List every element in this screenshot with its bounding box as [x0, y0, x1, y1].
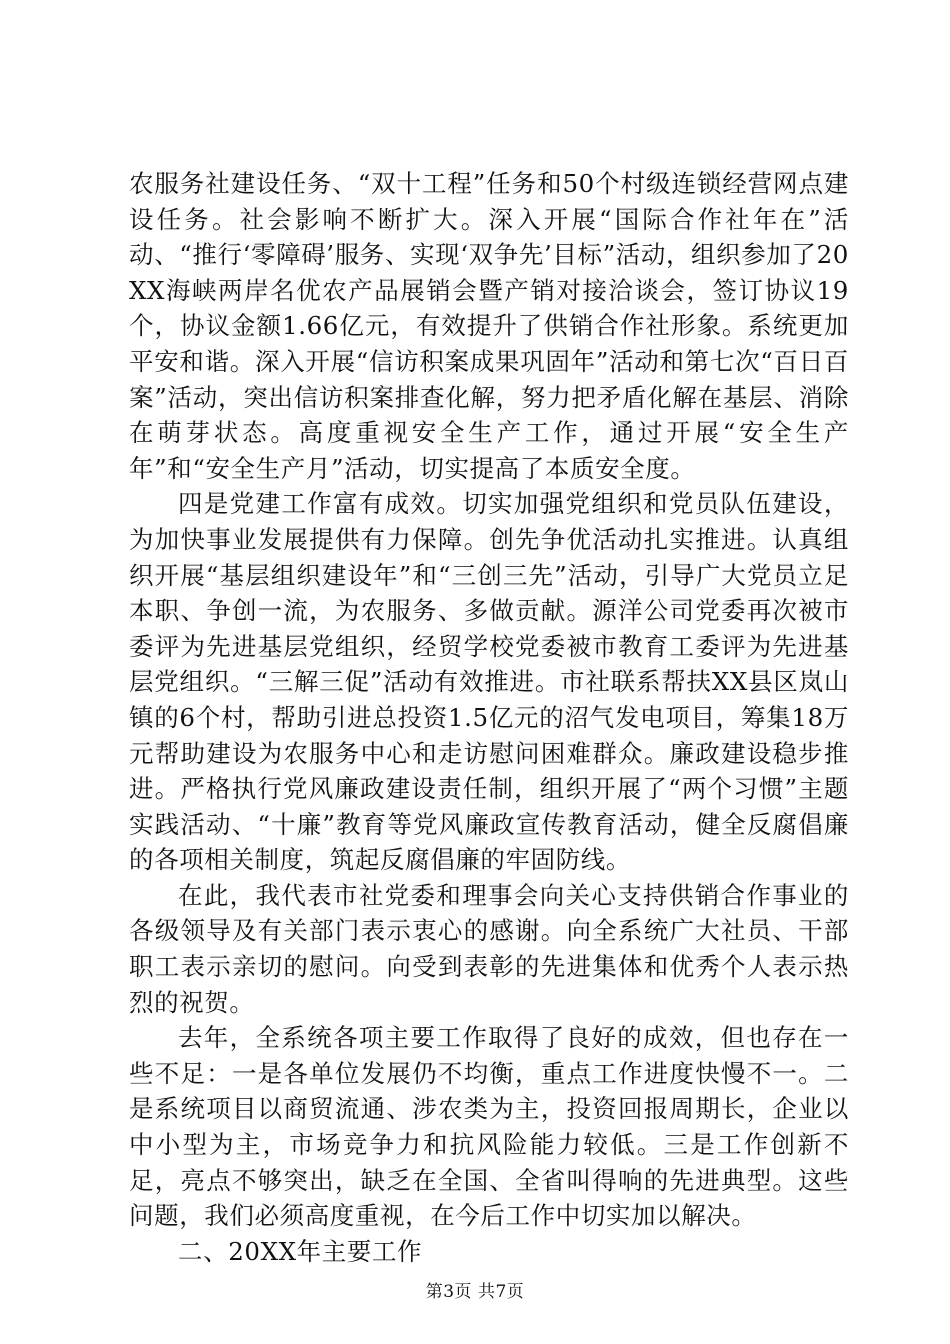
section-heading: 二、20XX年主要工作	[178, 1236, 423, 1266]
paragraph: 在此，我代表市社党委和理事会向关心支持供销合作事业的各级领导及有关部门表示衷心的感谢。向全系统广大社员、干部职工表示亲切的慰问。向受到表彰的先进集体和优秀个人表示热烈的祝贺。	[129, 880, 849, 1017]
document-body	[129, 166, 849, 1269]
paragraph: 农服务社建设任务、“双十工程”任务和50个村级连锁经营网点建设任务。社会影响不断扩大。深入开展“国际合作社年在”活动、“推行‘零障碍’服务、实现‘双争先’目标”活动，组织参加了20XX海峡两岸名优农产品展销会暨产销对接洽谈会，签订协议19个，协议金额1.66亿元，有效提升了供销合作社形象。系统更加平安和谐。深入开展“信访积案成果巩固年”活动和第七次“百日百案”活动，突出信访积案排查化解，努力把矛盾化解在基层、消除在萌芽状态。高度重视安全生产工作，通过开展“安全生产年”和“安全生产月”活动，切实提高了本质安全度。	[129, 169, 849, 483]
page-number-footer: 第3页 共7页	[425, 1282, 525, 1302]
paragraph: 四是党建工作富有成效。切实加强党组织和党员队伍建设，为加快事业发展提供有力保障。创先争优活动扎实推进。认真组织开展“基层组织建设年”和“三创三先”活动，引导广大党员立足本职、争创一流，为农服务、多做贡献。源洋公司党委再次被市委评为先进基层党组织，经贸学校党委被市教育工委评为先进基层党组织。“三解三促”活动有效推进。市社联系帮扶XX县区岚山镇的6个村，帮助引进总投资1.5亿元的沼气发电项目，筹集18万元帮助建设为农服务中心和走访慰问困难群众。廉政建设稳步推进。严格执行党风廉政建设责任制，组织开展了“两个习惯”主题实践活动、“十廉”教育等党风廉政宣传教育活动，健全反腐倡廉的各项相关制度，筑起反腐倡廉的牢固防线。	[129, 489, 849, 875]
paragraph: 去年，全系统各项主要工作取得了良好的成效，但也存在一些不足：一是各单位发展仍不均衡，重点工作进度快慢不一。二是系统项目以商贸流通、涉农类为主，投资回报周期长，企业以中小型为主，市场竞争力和抗风险能力较低。三是工作创新不足，亮点不够突出，缺乏在全国、全省叫得响的先进典型。这些问题，我们必须高度重视，在今后工作中切实加以解决。	[129, 1023, 849, 1231]
